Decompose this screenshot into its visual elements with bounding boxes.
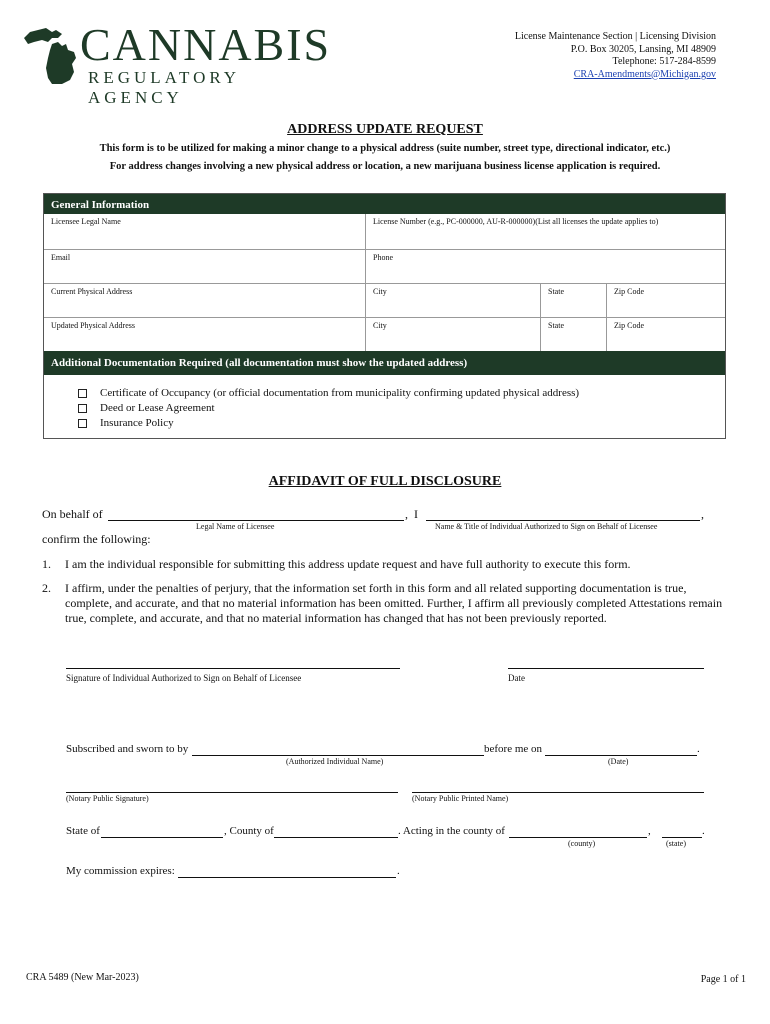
confirm-text: confirm the following: — [42, 532, 151, 546]
county-line[interactable] — [274, 837, 398, 838]
checklist-item — [78, 386, 579, 401]
item-number: 1. — [42, 557, 51, 571]
agency-logo — [22, 19, 332, 107]
updated-state-field[interactable]: State — [541, 318, 607, 351]
contact-email-link[interactable]: CRA-Amendments@Michigan.gov — [573, 68, 716, 80]
section-header: Additional Documentation Required (all documentation must show the updated address) — [44, 351, 725, 375]
agency-subtitle: REGULATORY AGENCY — [88, 68, 240, 107]
documentation-checklist — [78, 386, 579, 431]
checkbox[interactable] — [78, 419, 87, 428]
affidavit-title: AFFIDAVIT OF FULL DISCLOSURE — [268, 474, 502, 489]
updated-city-field[interactable]: City — [366, 318, 541, 351]
state-line[interactable] — [101, 837, 223, 838]
licensee-legal-name-field[interactable]: Licensee Legal Name — [44, 214, 366, 250]
affidavit-item: I affirm, under the penalties of perjury, that the information set forth in this form and all related supporting documentation is true, complete, and accurate, and that no material information has been omitted. Further, I affirm all previously completed Attestations remain true, complete, and accurate, and that no material information has changed that has not been previously reported. — [65, 581, 723, 625]
period: . — [702, 825, 705, 837]
on-behalf-label: On behalf of — [42, 507, 103, 521]
authorized-individual-line[interactable] — [192, 755, 484, 756]
checkbox[interactable] — [78, 404, 87, 413]
section-header: General Information — [44, 194, 725, 214]
county-of-label: , County of — [224, 825, 274, 837]
i-label: I — [414, 507, 418, 521]
state-caption: (state) — [666, 839, 686, 848]
acting-county-line[interactable] — [509, 837, 647, 838]
notary-signature-line[interactable] — [66, 792, 398, 793]
checklist-item — [78, 401, 579, 416]
legal-name-caption: Legal Name of Licensee — [196, 522, 275, 531]
signature-caption: Signature of Individual Authorized to Sign on Behalf of Licensee — [66, 673, 302, 683]
form-intro: For address changes involving a new physical address or location, a new marijuana business license application is required. — [109, 161, 661, 172]
licensee-name-line[interactable] — [108, 520, 404, 521]
comma: , — [701, 507, 704, 521]
checklist-label: Deed or Lease Agreement — [100, 402, 215, 414]
comma: , — [648, 825, 651, 837]
license-number-field[interactable]: License Number (e.g., PC-000000, AU-R-000000)(List all licenses the update applies to) — [366, 214, 725, 250]
subscribed-label: Subscribed and sworn to by — [66, 743, 189, 755]
phone-field[interactable]: Phone — [366, 250, 725, 284]
item-number: 2. — [42, 581, 51, 595]
contact-line: License Maintenance Section | Licensing Division — [514, 31, 716, 42]
checklist-label: Insurance Policy — [100, 417, 174, 429]
notary-printed-caption: (Notary Public Printed Name) — [412, 794, 509, 803]
updated-address-field[interactable]: Updated Physical Address — [44, 318, 366, 351]
date-line[interactable] — [508, 668, 704, 669]
comma: , — [405, 507, 408, 521]
acting-label: . Acting in the county of — [398, 825, 505, 837]
sworn-date-line[interactable] — [545, 755, 697, 756]
updated-zip-field[interactable]: Zip Code — [614, 321, 644, 330]
before-me-label: before me on — [484, 743, 543, 755]
contact-block — [515, 31, 716, 81]
date-caption: Date — [508, 673, 525, 683]
contact-phone: Telephone: 517-284-8599 — [612, 56, 716, 67]
current-city-field[interactable]: City — [366, 284, 541, 318]
current-address-field[interactable]: Current Physical Address — [44, 284, 366, 318]
signature-line[interactable] — [66, 668, 400, 669]
agency-name: CANNABIS — [80, 19, 332, 70]
period: . — [397, 865, 400, 877]
authorized-name-line[interactable] — [426, 520, 700, 521]
state-of-label: State of — [66, 825, 100, 837]
email-field[interactable]: Email — [44, 250, 366, 284]
period: . — [697, 743, 700, 755]
contact-address: P.O. Box 30205, Lansing, MI 48909 — [570, 43, 716, 55]
notary-signature-caption: (Notary Public Signature) — [66, 794, 149, 803]
checklist-label: Certificate of Occupancy (or official documentation from municipality confirming updated physical address) — [100, 387, 580, 399]
name-title-caption: Name & Title of Individual Authorized to Sign on Behalf of Licensee — [435, 522, 658, 531]
form-intro: This form is to be utilized for making a minor change to a physical address (suite number, street type, directional indicator, etc.) — [99, 143, 671, 154]
current-state-field[interactable]: State — [541, 284, 607, 318]
form-title: ADDRESS UPDATE REQUEST — [287, 122, 483, 137]
date-caption: (Date) — [608, 757, 629, 766]
page-number: Page 1 of 1 — [700, 974, 746, 985]
current-zip-field[interactable]: Zip Code — [607, 284, 725, 318]
affidavit-item: I am the individual responsible for submitting this address update request and have full authority to execute this form. — [65, 557, 631, 571]
acting-state-line[interactable] — [662, 837, 702, 838]
form-id: CRA 5489 (New Mar-2023) — [26, 972, 139, 983]
general-information-form — [43, 193, 726, 439]
commission-label: My commission expires: — [66, 865, 175, 877]
checkbox[interactable] — [78, 389, 87, 398]
county-caption: (county) — [568, 839, 596, 848]
checklist-item — [78, 416, 579, 431]
notary-printed-name-line[interactable] — [412, 792, 704, 793]
commission-line[interactable] — [178, 877, 396, 878]
michigan-map-icon — [22, 24, 82, 86]
authorized-caption: (Authorized Individual Name) — [286, 757, 384, 766]
